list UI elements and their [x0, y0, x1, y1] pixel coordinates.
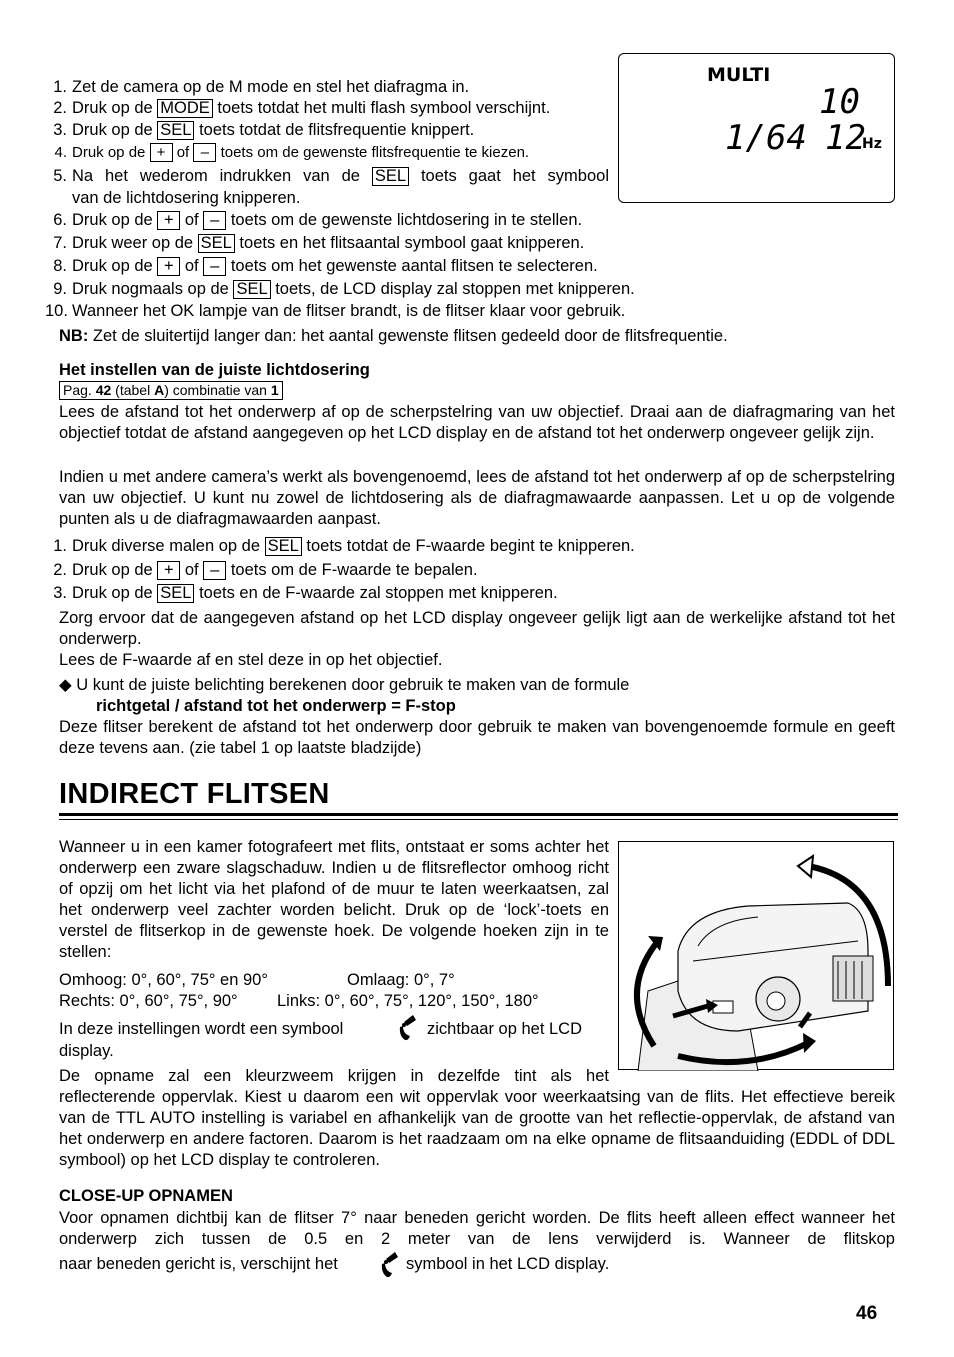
plus-key: + — [157, 211, 180, 230]
angles-down: Omlaag: 0°, 7° — [347, 971, 455, 989]
plus-key: + — [157, 257, 180, 276]
sel-key: SEL — [157, 584, 194, 603]
page-reference: Pag. 42 (tabel A) combinatie van 1 — [59, 381, 283, 400]
section-title-close-up: CLOSE-UP OPNAMEN — [59, 1187, 233, 1205]
sel-key: SEL — [198, 234, 235, 253]
plus-key: + — [157, 561, 180, 580]
minus-key: – — [203, 561, 226, 580]
paragraph: naar beneden gericht is, verschijnt het — [59, 1255, 338, 1273]
angles-left: Links: 0°, 60°, 75°, 120°, 150°, 180° — [277, 992, 539, 1010]
sel-key: SEL — [233, 280, 270, 299]
sel-key: SEL — [265, 537, 302, 556]
paragraph: De opname zal een kleurzweem krijgen in dezelfde tint als het — [59, 1067, 609, 1085]
lcd-mode: MULTI — [707, 64, 771, 86]
paragraph: symbool in het LCD display. — [406, 1255, 610, 1273]
heading-rule-thin — [59, 819, 898, 820]
bullet-formula-intro: ◆ U kunt de juiste belichting berekenen door gebruik te maken van de formule — [59, 676, 630, 694]
minus-key: – — [203, 211, 226, 230]
paragraph: Lees de F-waarde af en stel deze in op het objectief. — [59, 651, 443, 669]
formula: richtgetal / afstand tot het onderwerp = F-stop — [96, 697, 456, 715]
lcd-frequency: 12 — [825, 118, 866, 158]
section-title-lichtdosering: Het instellen van de juiste lichtdosering — [59, 361, 370, 379]
paragraph: reflecterende oppervlak. Kiest u daarom een wit oppervlak voor weerkaatsing van de flits. Het effectieve bereik van de TTL AUTO instelling is variabel en afhankelijk van de grootte van het reflectie-oppervlak, de afstand van het onderwerp en andere factoren. Daarom is het raadzaam om na elke opname de flitsaanduiding (EDDL of DDL symbool) op het LCD display te controleren. — [59, 1088, 895, 1169]
lcd-unit: Hz — [862, 136, 882, 152]
lcd-count: 10 — [819, 82, 860, 122]
nb-note: NB: Zet de sluitertijd langer dan: het aantal gewenste flitsen gedeeld door de flitsfrequentie. — [59, 327, 728, 345]
page-number: 46 — [856, 1303, 878, 1324]
paragraph: display. — [59, 1042, 114, 1060]
plus-key: + — [150, 143, 173, 162]
minus-key: – — [193, 143, 216, 162]
minus-key: – — [203, 257, 226, 276]
heading-rule — [59, 813, 898, 816]
bounce-flash-icon — [380, 1249, 402, 1279]
bounce-flash-icon — [398, 1012, 420, 1042]
angles-right: Rechts: 0°, 60°, 75°, 90° — [59, 992, 238, 1010]
mode-key: MODE — [157, 99, 213, 118]
angles-up: Omhoog: 0°, 60°, 75° en 90° — [59, 971, 268, 989]
flash-rotation-illustration — [618, 841, 894, 1071]
paragraph: Lees de afstand tot het onderwerp af op de scherpstelring van uw objectief. Draai aan de diafragmaring van het objectief totdat de afstand aangegeven op het LCD display en de afstand tot het onderwerp ongeveer gelijk zijn. — [59, 403, 895, 442]
lcd-display — [618, 53, 895, 203]
sel-key: SEL — [372, 167, 409, 186]
paragraph: Deze flitser berekent de afstand tot het onderwerp door gebruik te maken van bovengenoemde formule en geeft deze tevens aan. (zie tabel 1 op laatste bladzijde) — [59, 718, 895, 757]
paragraph: In deze instellingen wordt een symbool — [59, 1020, 344, 1038]
paragraph: Indien u met andere camera’s werkt als bovengenoemd, lees de afstand tot het onderwerp af op de scherpstelring van uw objectief. U kunt nu zowel de lichtdosering als de diafragmawaarde aanpassen. Let u op de volgende punten als u de diafragmawaarden aanpast. — [59, 468, 895, 528]
sel-key: SEL — [157, 121, 194, 140]
paragraph: Voor opnamen dichtbij kan de flitser 7° naar beneden gericht worden. De flits heeft alleen effect wanneer het onderwerp zich tussen de 0.5 en 2 meter van de lens verwijderd is. Wanneer de flitskop — [59, 1209, 895, 1248]
paragraph: zichtbaar op het LCD — [427, 1020, 583, 1038]
paragraph: Wanneer u in een kamer fotografeert met flits, ontstaat er soms achter het onderwerp een zware slagschaduw. Indien u de flitsreflector omhoog richt of opzij om het licht via het plafond of de muur te laten weerkaatsen, zal het onderwerp veel zachter worden belicht. Druk op de ‘lock’-toets en verstel de flitserkop in de gewenste hoek. De volgende hoeken zijn in te stellen: — [59, 838, 609, 961]
lcd-power: 1/64 — [725, 118, 807, 158]
paragraph: Zorg ervoor dat de aangegeven afstand op het LCD display ongeveer gelijk ligt aan de werkelijke afstand tot het onderwerp. — [59, 609, 895, 648]
section-heading: INDIRECT FLITSEN — [59, 778, 330, 810]
